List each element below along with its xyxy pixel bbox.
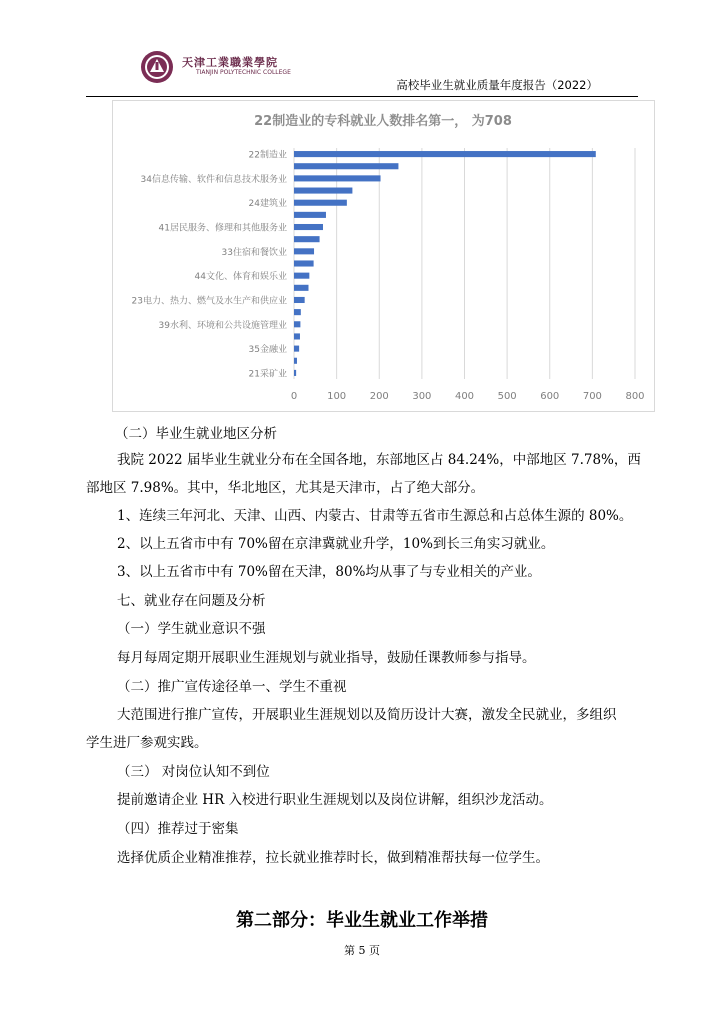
list-item: 3、以上五省市中有 70%留在天津，80%均从事了与专业相关的产业。	[117, 564, 541, 580]
chart-svg	[113, 101, 654, 411]
subsection-heading: （一）学生就业意识不强	[117, 621, 266, 637]
y-category-label: 22制造业	[248, 150, 287, 161]
y-category-label: 39水利、环境和公共设施管理业	[158, 320, 287, 331]
bar	[294, 309, 301, 315]
section-heading: （二）毕业生就业地区分析	[115, 426, 277, 442]
chart-title: 22制造业的专科就业人数排名第一， 为708	[254, 114, 512, 129]
school-name: 天津工業職業學院	[182, 56, 278, 69]
x-tick-label: 800	[625, 391, 645, 402]
bar	[294, 200, 347, 206]
x-tick-label: 300	[412, 391, 432, 402]
bar	[294, 248, 314, 254]
y-category-label: 24建筑业	[248, 199, 287, 210]
subsection-heading: （四）推荐过于密集	[117, 821, 239, 837]
paragraph-line: 部地区 7.98%。其中，华北地区，尤其是天津市，占了绝大部分。	[86, 480, 485, 496]
bar	[294, 358, 297, 364]
y-category-label: 44文化、体育和娱乐业	[194, 272, 287, 283]
bar	[294, 297, 305, 303]
y-category-label: 34信息传输、软件和信息技术服务业	[140, 174, 287, 185]
x-tick-label: 200	[369, 391, 389, 402]
section-heading: 七、就业存在问题及分析	[117, 593, 266, 609]
x-tick-label: 500	[497, 391, 517, 402]
report-title: 高校毕业生就业质量年度报告（2022）	[396, 78, 598, 92]
bar	[294, 151, 596, 157]
school-english-name: TIANJIN POLYTECHNIC COLLEGE	[196, 69, 291, 76]
school-logo-icon	[140, 50, 174, 84]
y-category-label: 23电力、热力、燃气及水生产和供应业	[131, 296, 287, 307]
paragraph-line: 我院 2022 届毕业生就业分布在全国各地，东部地区占 84.24%，中部地区 7.78%，西	[117, 452, 641, 468]
bar	[294, 163, 398, 169]
bar	[294, 212, 326, 218]
y-category-label: 41居民服务、修理和其他服务业	[158, 223, 287, 234]
subsection-heading: （二）推广宣传途径单一、学生不重视	[117, 679, 347, 695]
page-number: 第 5 页	[344, 944, 380, 957]
bar	[294, 370, 296, 376]
x-tick-label: 700	[582, 391, 602, 402]
paragraph-line: 每月每周定期开展职业生涯规划与就业指导，鼓励任课教师参与指导。	[117, 650, 536, 666]
bar	[294, 260, 314, 266]
paragraph-line: 提前邀请企业 HR 入校进行职业生涯规划以及岗位讲解，组织沙龙活动。	[117, 792, 553, 808]
x-tick-label: 400	[454, 391, 475, 402]
paragraph-line: 大范围进行推广宣传，开展职业生涯规划以及简历设计大赛，激发全民就业，多组织	[117, 707, 617, 723]
bar-chart	[112, 100, 655, 412]
x-tick-label: 100	[327, 391, 347, 402]
list-item: 2、以上五省市中有 70%留在京津冀就业升学，10%到长三角实习就业。	[117, 536, 555, 552]
page-header	[86, 42, 638, 97]
bar	[294, 333, 300, 339]
y-category-label: 33住宿和餐饮业	[221, 247, 287, 258]
bar	[294, 175, 381, 181]
bar	[294, 224, 323, 230]
bar	[294, 273, 309, 279]
x-tick-label: 600	[540, 391, 560, 402]
y-category-label: 21采矿业	[248, 369, 287, 380]
part-title: 第二部分：毕业生就业工作举措	[236, 910, 488, 931]
paragraph-line: 选择优质企业精准推荐，拉长就业推荐时长，做到精准帮扶每一位学生。	[117, 850, 549, 866]
bar	[294, 285, 308, 291]
subsection-heading: （三） 对岗位认知不到位	[117, 764, 270, 780]
bar	[294, 346, 299, 352]
bar	[294, 236, 320, 242]
bar	[294, 188, 352, 194]
y-category-label: 35金融业	[248, 345, 287, 356]
list-item: 1、连续三年河北、天津、山西、内蒙古、甘肃等五省市生源总和占总体生源的 80%。	[117, 508, 633, 524]
x-tick-label: 0	[290, 391, 298, 402]
paragraph-line: 学生进厂参观实践。	[86, 735, 208, 751]
bar	[294, 321, 300, 327]
